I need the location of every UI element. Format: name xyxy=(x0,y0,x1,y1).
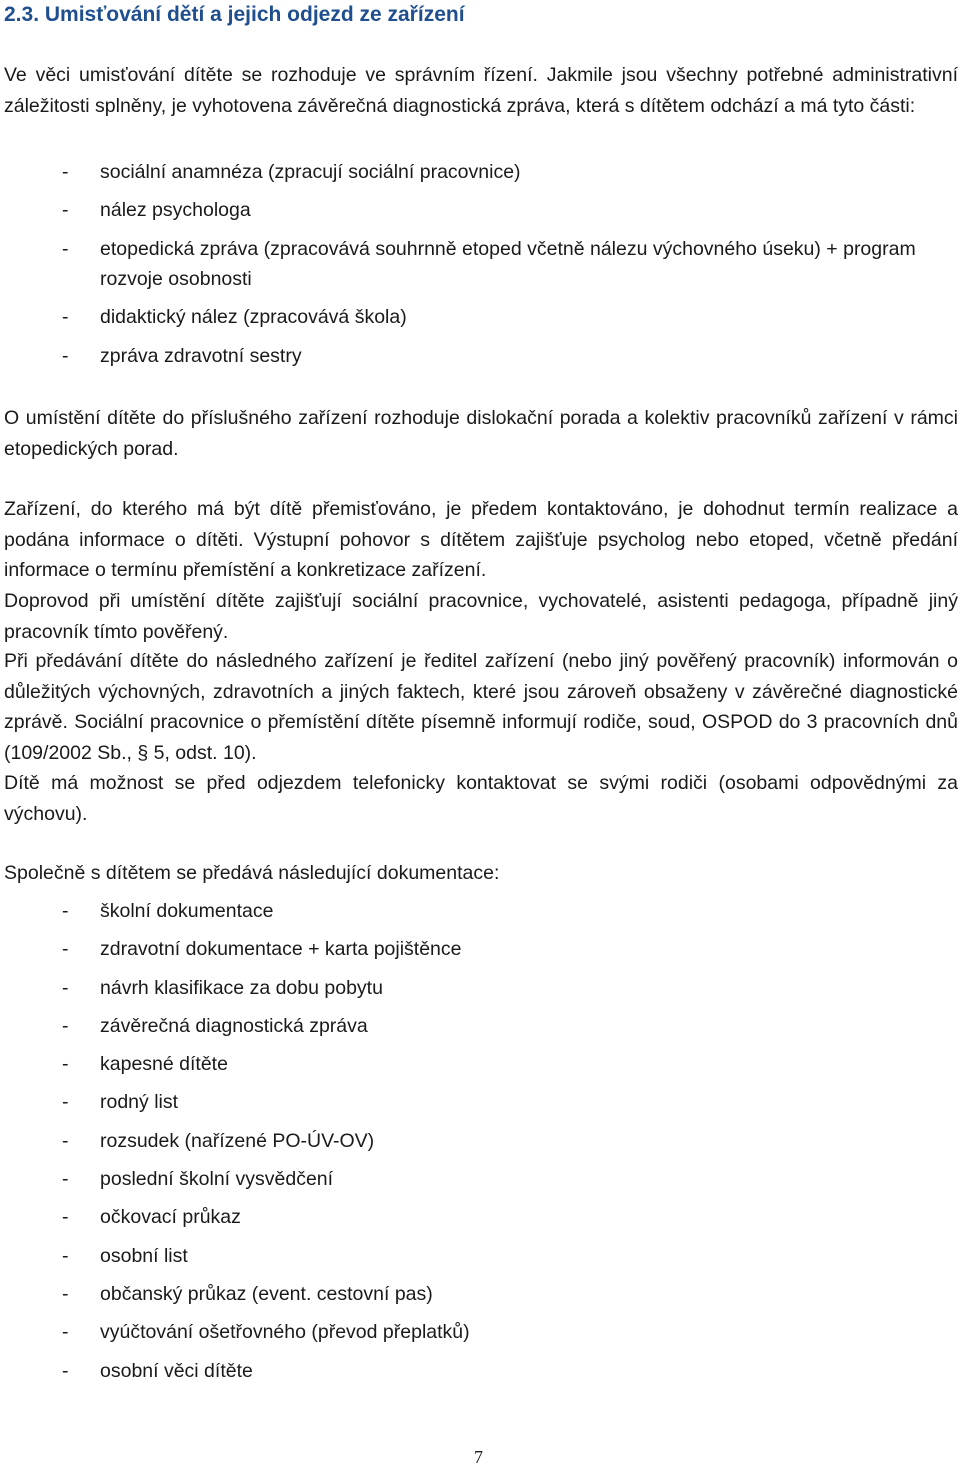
list-item xyxy=(62,1317,958,1348)
list-item xyxy=(62,157,958,188)
list-item xyxy=(62,302,958,333)
list-marker: - xyxy=(62,1359,69,1382)
list-marker: - xyxy=(62,1014,69,1037)
list-marker: - xyxy=(62,1282,69,1305)
list-item xyxy=(62,1202,958,1233)
list-item xyxy=(62,896,958,927)
list-item-text: závěrečná diagnostická zpráva xyxy=(100,1014,368,1037)
list-marker: - xyxy=(62,199,69,222)
list-marker: - xyxy=(62,900,69,922)
list-item xyxy=(62,1126,958,1157)
list-item xyxy=(62,341,958,372)
list-marker: - xyxy=(62,938,69,961)
list-marker: - xyxy=(62,1206,69,1229)
list-item-text: sociální anamnéza (zpracují sociální pracovnice) xyxy=(100,161,521,183)
list-item-text: nález psychologa xyxy=(100,199,251,222)
transfer-paragraph-3: Při předávání dítěte do následného zařízení je ředitel zařízení (nebo jiný pověřený pracovník) informován o důležitých výchovných, zdravotních a jiných faktech, které jsou zároveň obsaženy v závěrečné diagnostické zprávě. Sociální pracovnice o přemístění dítěte písemně informují rodiče, soud, OSPOD do 3 pracovních dnů (109/2002 Sb., § 5, odst. 10). xyxy=(4,650,958,764)
list-marker: - xyxy=(62,306,69,329)
intro-paragraph: Ve věci umisťování dítěte se rozhoduje ve správním řízení. Jakmile jsou všechny potřebné administrativní záležitosti splněny, je vyhotovena závěrečná diagnostická zpráva, která s dítětem odchází a má tyto části: xyxy=(4,64,958,117)
report-parts-list xyxy=(62,157,958,379)
list-marker: - xyxy=(62,976,69,999)
list-marker: - xyxy=(62,161,69,183)
section-heading: 2.3. Umisťování dětí a jejich odjezd ze zařízení xyxy=(4,3,465,26)
list-item xyxy=(62,1049,958,1080)
list-item xyxy=(62,1356,958,1387)
transfer-paragraph-1: Zařízení, do kterého má být dítě přemisťováno, je předem kontaktováno, je dohodnut termín realizace a podána informace o dítěti. Výstupní pohovor s dítětem zajišťuje psycholog nebo etoped, včetně předání informace o termínu přemístění a konkretizace zařízení. xyxy=(4,498,958,581)
list-item-text: poslední školní vysvědčení xyxy=(100,1168,334,1191)
list-item-text: didaktický nález (zpracovává škola) xyxy=(100,306,407,329)
list-marker: - xyxy=(62,1053,69,1076)
documentation-list xyxy=(62,896,958,1394)
list-item-text: zpráva zdravotní sestry xyxy=(100,344,302,367)
decision-paragraph: O umístění dítěte do příslušného zařízení rozhoduje dislokační porada a kolektiv pracovníků zařízení v rámci etopedických porad. xyxy=(4,407,958,460)
list-marker: - xyxy=(62,1129,69,1152)
list-item-text: školní dokumentace xyxy=(100,900,274,922)
list-marker: - xyxy=(62,237,69,260)
list-item xyxy=(62,1087,958,1118)
transfer-paragraph-2: Doprovod při umístění dítěte zajišťují sociální pracovnice, vychovatelé, asistenti pedagoga, případně jiný pracovník tímto pověřený. xyxy=(4,590,958,643)
list-item xyxy=(62,195,958,226)
list-item-text: zdravotní dokumentace + karta pojištěnce xyxy=(100,938,462,961)
list-marker: - xyxy=(62,1168,69,1191)
list-item-text: vyúčtování ošetřovného (převod přeplatků) xyxy=(100,1321,470,1344)
list-item xyxy=(62,973,958,1004)
list-marker: - xyxy=(62,1321,69,1344)
documentation-intro: Společně s dítětem se předává následující dokumentace: xyxy=(4,862,500,884)
list-item-text: očkovací průkaz xyxy=(100,1206,241,1229)
list-item xyxy=(62,1241,958,1272)
list-item-text: občanský průkaz (event. cestovní pas) xyxy=(100,1282,433,1305)
list-item-text: osobní list xyxy=(100,1244,188,1267)
list-item-text: rozsudek (nařízené PO-ÚV-OV) xyxy=(100,1129,375,1152)
list-item-text: rodný list xyxy=(100,1091,179,1114)
list-item-text: kapesné dítěte xyxy=(100,1053,228,1076)
list-item xyxy=(62,1164,958,1195)
page-number: 7 xyxy=(474,1447,483,1467)
list-item xyxy=(62,1279,958,1310)
list-item xyxy=(62,934,958,965)
list-item-text: etopedická zpráva (zpracovává souhrnně etoped včetně nálezu výchovného úseku) + program rozvoje osobnosti xyxy=(100,237,916,291)
list-item xyxy=(62,234,958,295)
list-item xyxy=(62,1011,958,1042)
list-marker: - xyxy=(62,344,69,367)
list-marker: - xyxy=(62,1091,69,1114)
list-item-text: osobní věci dítěte xyxy=(100,1359,253,1382)
list-marker: - xyxy=(62,1244,69,1267)
transfer-paragraph-4: Dítě má možnost se před odjezdem telefonicky kontaktovat se svými rodiči (osobami odpovědnými za výchovu). xyxy=(4,772,958,825)
list-item-text: návrh klasifikace za dobu pobytu xyxy=(100,976,383,999)
